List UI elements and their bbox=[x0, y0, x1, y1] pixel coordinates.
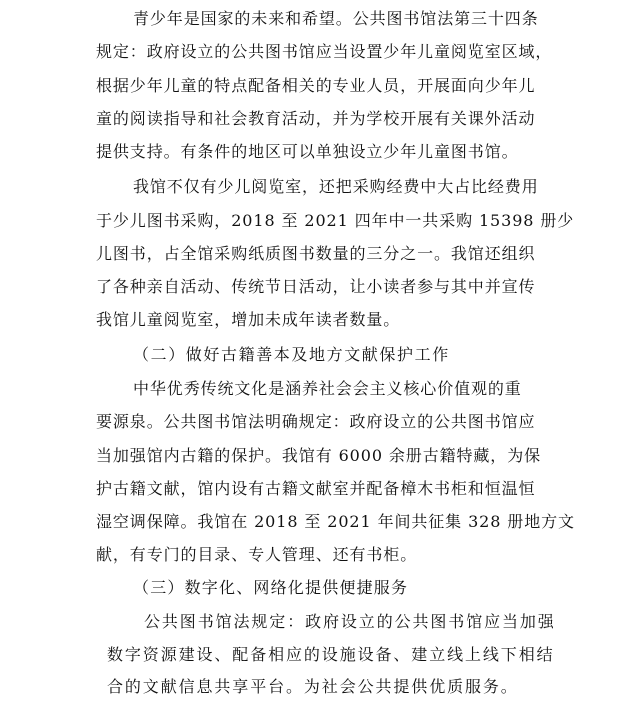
paragraph-1-line-2: 规定：政府设立的公共图书馆应当设置少年儿童阅览室区域， bbox=[96, 42, 553, 61]
paragraph-1-line-3: 根据少年儿童的特点配备相关的专业人员，开展面向少年儿 bbox=[96, 76, 536, 95]
paragraph-2-line-5: 我馆儿童阅览室，增加未成年读者数量。 bbox=[96, 310, 401, 329]
paragraph-3-line-3: 当加强馆内古籍的保护。我馆有 6000 余册古籍特藏，为保 bbox=[96, 446, 541, 465]
paragraph-1-line-1: 青少年是国家的未来和希望。公共图书馆法第三十四条 bbox=[133, 9, 539, 28]
paragraph-3-line-2: 要源泉。公共图书馆法明确规定：政府设立的公共图书馆应 bbox=[96, 412, 536, 431]
paragraph-2-line-2: 于少儿图书采购，2018 至 2021 四年中一共采购 15398 册少 bbox=[96, 211, 575, 230]
paragraph-2-line-4: 了各种亲自活动、传统节日活动，让小读者参与其中并宣传 bbox=[96, 277, 536, 296]
paragraph-3-line-5: 湿空调保障。我馆在 2018 至 2021 年间共征集 328 册地方文 bbox=[96, 512, 575, 531]
paragraph-4-line-3: 合的文献信息共享平台。为社会公共提供优质服务。 bbox=[107, 677, 519, 696]
paragraph-3-line-6: 献，有专门的目录、专人管理、还有书柜。 bbox=[96, 545, 418, 564]
paragraph-2-line-1: 我馆不仅有少儿阅览室，还把采购经费中大占比经费用 bbox=[133, 177, 539, 196]
paragraph-1-line-5: 提供支持。有条件的地区可以单独设立少年儿童图书馆。 bbox=[96, 142, 519, 161]
section-heading-2: （二）做好古籍善本及地方文献保护工作 bbox=[133, 345, 450, 364]
paragraph-2-line-3: 儿图书，占全馆采购纸质图书数量的三分之一。我馆还组织 bbox=[96, 244, 536, 263]
paragraph-4-line-2: 数字资源建设、配备相应的设施设备、建立线上线下相结 bbox=[107, 645, 555, 664]
paragraph-3-line-4: 护古籍文献，馆内设有古籍文献室并配备樟木书柜和恒温恒 bbox=[96, 479, 536, 498]
paragraph-3-line-1: 中华优秀传统文化是涵养社会会主义核心价值观的重 bbox=[133, 379, 522, 398]
section-heading-3: （三）数字化、网络化提供便捷服务 bbox=[133, 578, 409, 597]
paragraph-1-line-4: 童的阅读指导和社会教育活动，并为学校开展有关课外活动 bbox=[96, 109, 536, 128]
paragraph-4-line-1: 公共图书馆法规定：政府设立的公共图书馆应当加强 bbox=[144, 612, 556, 631]
